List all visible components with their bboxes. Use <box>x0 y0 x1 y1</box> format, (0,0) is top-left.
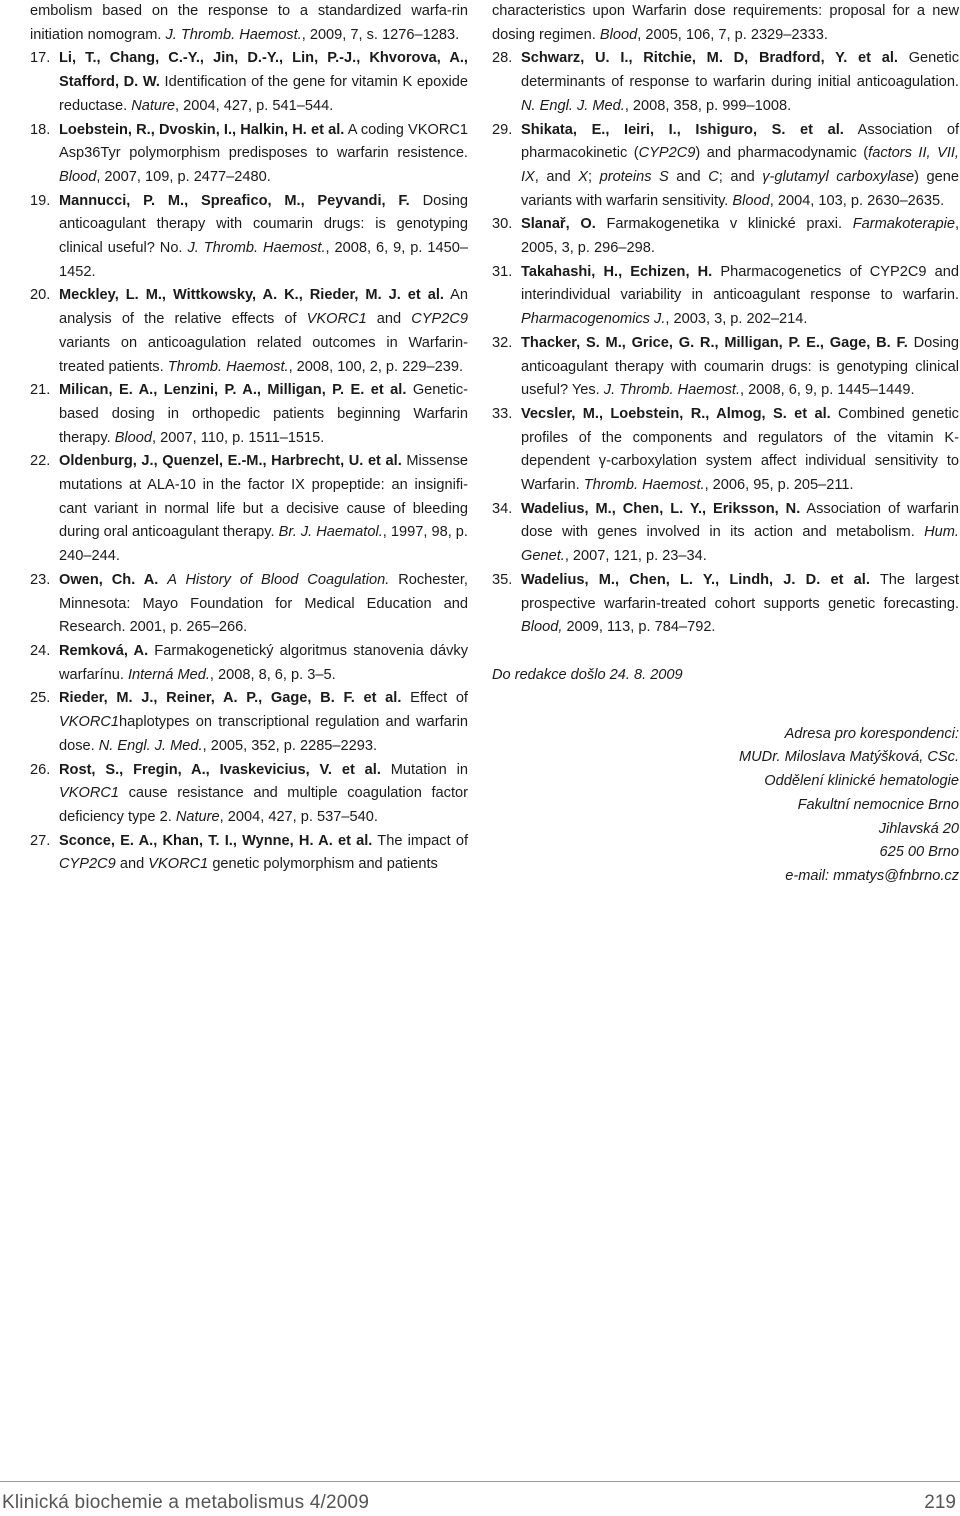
footer-page-number: 219 <box>924 1492 956 1513</box>
address-email: e-mail: mmatys@fnbrno.cz <box>785 867 959 884</box>
reference-number: 17. <box>30 50 51 67</box>
reference-number: 25. <box>30 690 51 707</box>
reference-authors: Wadelius, M., Chen, L. Y., Eriksson, N. <box>521 500 801 517</box>
reference-text: , 2008, 6, 9, p. 1445–1449. <box>740 382 915 399</box>
reference-text: , 2007, 110, p. 1511–1515. <box>152 429 325 446</box>
reference-text: , 2004, 103, p. 2630–2635. <box>769 192 945 209</box>
reference-entry <box>30 830 468 877</box>
reference-entry <box>30 190 468 285</box>
reference-text: , 2008, 100, 2, p. 229–239. <box>288 358 464 375</box>
reference-authors: Remková, A. <box>59 642 149 659</box>
reference-number: 27. <box>30 832 51 849</box>
reference-entry <box>492 569 959 640</box>
reference-authors: Oldenburg, J., Quenzel, E.-M., Harbrecht, U. et al. <box>59 453 402 470</box>
reference-italic-text: Blood <box>732 192 770 209</box>
reference-entry <box>30 0 468 47</box>
address-line: Adresa pro korespondenci: <box>784 725 959 742</box>
reference-text: Pharmacogenetics of CYP2C9 and interindividual variability in anticoagulant response to warfarin. <box>521 263 959 304</box>
reference-authors: Loebstein, R., Dvoskin, I., Halkin, H. et al. <box>59 121 345 138</box>
reference-text: embolism based on the response to a standardized warfa-rin initiation nomogram. <box>30 3 468 43</box>
reference-text: and <box>115 856 149 873</box>
reference-authors: Mannucci, P. M., Spreafico, M., Peyvandi, F. <box>59 192 410 209</box>
reference-entry <box>492 261 959 332</box>
reference-authors: Sconce, E. A., Khan, T. I., Wynne, H. A. et al. <box>59 832 373 849</box>
reference-text: , 2008, 6, 9, p. 1450–1452. <box>59 240 468 280</box>
reference-text: Identification of the gene for vitamin K epoxide reductase. <box>59 74 468 114</box>
reference-number: 35. <box>492 571 513 588</box>
reference-text: , 2005, 3, p. 296–298. <box>521 216 960 257</box>
reference-text: and <box>668 168 709 185</box>
reference-italic-text: VKORC1 <box>306 311 367 328</box>
reference-italic-text: VKORC1 <box>59 714 120 731</box>
reference-text: An analysis of the relative effects of <box>59 287 469 328</box>
reference-italic-text: Thromb. Haemost. <box>167 358 289 375</box>
reference-text: Genetic determinants of response to warfarin during initial anticoagulation. <box>521 50 959 91</box>
reference-italic-text: Br. J. Haematol. <box>278 524 383 541</box>
address-line: Oddělení klinické hematologie <box>764 773 959 790</box>
address-line: Fakultní nemocnice Brno <box>797 796 959 813</box>
reference-authors: Thacker, S. M., Grice, G. R., Milligan, P. E., Gage, B. F. <box>521 334 908 351</box>
reference-text: Dosing anticoagulant therapy with coumarin drugs: is genotyping clinical useful? Yes. <box>521 334 959 399</box>
reference-text: The largest prospective warfarin-treated cohort supports genetic forecasting. <box>521 571 959 612</box>
reference-italic-text: CYP2C9 <box>638 145 696 162</box>
reference-italic-text: C <box>708 168 719 185</box>
reference-text: , 2004, 427, p. 537–540. <box>219 808 378 825</box>
reference-number: 19. <box>30 192 51 209</box>
reference-entry <box>492 119 959 214</box>
reference-text: Rochester, Minnesota: Mayo Foundation for Medical Education and Research. 2001, p. 265–266. <box>59 571 468 636</box>
reference-text: Farmakogenetický algoritmus stanovenia dávky warfarínu. <box>59 642 468 683</box>
reference-text: The impact of <box>372 832 469 849</box>
reference-italic-text: Pharmacogenomics J. <box>521 311 666 328</box>
reference-authors: Slanař, O. <box>521 216 596 233</box>
reference-authors: Schwarz, U. I., Ritchie, M. D, Bradford, Y. et al. <box>521 50 898 67</box>
reference-entry <box>492 498 959 569</box>
reference-text: and <box>366 311 412 328</box>
reference-text: genetic polymorphism and patients <box>208 856 438 873</box>
reference-italic-text: VKORC1 <box>148 856 209 873</box>
reference-text: A coding VKORC1 Asp36Tyr polymorphism predisposes to warfarin resistence. <box>59 121 468 162</box>
reference-text: haplotypes on transcriptional regulation and warfarin dose. <box>59 714 468 754</box>
reference-text: characteristics upon Warfarin dose requirements: proposal for a new dosing regimen. <box>492 3 959 43</box>
reference-italic-text: factors II, VII, IX <box>521 145 959 185</box>
reference-number: 20. <box>30 287 51 304</box>
reference-number: 31. <box>492 263 513 280</box>
reference-authors: Wadelius, M., Chen, L. Y., Lindh, J. D. et al. <box>521 571 870 588</box>
reference-number: 29. <box>492 121 513 138</box>
reference-text: cause resistance and multiple coagulation factor deficiency type 2. <box>59 785 468 825</box>
reference-italic-text: proteins S <box>599 168 669 185</box>
reference-italic-text: J. Thromb. Haemost. <box>187 240 326 257</box>
reference-italic-text: Blood <box>599 26 638 43</box>
reference-authors: Rieder, M. J., Reiner, A. P., Gage, B. F. et al. <box>59 690 402 707</box>
reference-text: , 2003, 3, p. 202–214. <box>665 311 808 328</box>
reference-text: , 2005, 352, p. 2285–2293. <box>202 737 378 754</box>
reference-text: ; <box>588 168 600 185</box>
reference-italic-text: CYP2C9 <box>59 856 116 873</box>
reference-entry <box>30 379 468 450</box>
reference-number: 33. <box>492 405 513 422</box>
reference-number: 23. <box>30 571 51 588</box>
reference-authors: S. et al. <box>757 121 844 138</box>
reference-text: , 2007, 121, p. 23–34. <box>564 548 707 565</box>
reference-authors: Li, T., Chang, C.-Y., Jin, D.-Y., Lin, P.-J., Khvorova, A., Stafford, D. W. <box>59 50 468 91</box>
reference-text: ) gene variants with warfarin sensitivity. <box>521 168 959 209</box>
received-date: Do redakce došlo 24. 8. 2009 <box>492 666 683 683</box>
reference-text: Combined genetic profiles of the components and regulators of the vitamin K-dependent γ-carboxylation system affect individual sensitivity to Warfarin. <box>521 405 959 494</box>
reference-authors: Milican, E. A., Lenzini, P. A., Milligan, P. E. et al. <box>59 382 407 399</box>
reference-text: , 2009, 7, s. 1276–1283. <box>301 26 460 43</box>
reference-number: 21. <box>30 382 51 399</box>
reference-italic-text: N. Engl. J. Med. <box>98 737 203 754</box>
reference-text: , 2008, 358, p. 999–1008. <box>624 97 792 114</box>
address-line: MUDr. Miloslava Matýšková, CSc. <box>738 749 959 766</box>
reference-text: ; and <box>718 168 763 185</box>
reference-entry <box>30 284 468 379</box>
reference-text: Mutation in <box>380 761 468 778</box>
reference-text: 2009, 113, p. 784–792. <box>562 619 716 636</box>
reference-entry <box>30 687 468 758</box>
reference-text: Genetic-based dosing in orthopedic patients beginning Warfarin therapy. <box>59 382 468 446</box>
reference-text: Effect of <box>401 690 468 707</box>
reference-authors: Owen, Ch. A. <box>59 571 159 588</box>
reference-italic-text: CYP2C9 <box>411 311 468 328</box>
reference-authors: Meckley, L. M., Wittkowsky, A. K., Rieder, M. J. et al. <box>59 287 444 304</box>
reference-authors: Vecsler, M., Loebstein, R., Almog, S. et al. <box>521 405 831 422</box>
reference-entry <box>492 0 959 47</box>
reference-italic-text: Blood, <box>521 619 563 636</box>
reference-text: Farmakogenetika v klinické praxi. <box>595 216 853 233</box>
reference-text: Association of warfarin dose with genes involved in its action and metabolism. <box>521 500 959 541</box>
reference-number: 22. <box>30 453 51 470</box>
reference-authors: Rost, S., Fregin, A., Ivaskevicius, V. et al. <box>59 761 381 778</box>
footer-journal-name: Klinická biochemie a metabolismus 4/2009 <box>2 1492 370 1513</box>
reference-text: variants on anticoagulation related outcomes in Warfarin-treated patients. <box>59 334 468 375</box>
reference-italic-text: Nature <box>131 97 176 114</box>
reference-text: ) and pharmacodynamic ( <box>695 145 869 162</box>
reference-text: , 2007, 109, p. 2477–2480. <box>96 168 271 185</box>
reference-entry <box>492 213 959 260</box>
reference-number: 34. <box>492 500 513 517</box>
reference-entry <box>30 450 468 569</box>
reference-italic-text: Blood <box>59 168 97 185</box>
reference-entry <box>30 119 468 190</box>
reference-entry <box>30 640 468 687</box>
reference-italic-text: Interná Med. <box>127 666 210 683</box>
reference-entry <box>30 759 468 830</box>
reference-entry <box>492 47 959 118</box>
reference-text: Association of pharmacokinetic ( <box>521 121 960 162</box>
reference-text: , 2008, 8, 6, p. 3–5. <box>209 666 336 683</box>
reference-entry <box>492 332 959 403</box>
reference-entry <box>30 569 468 640</box>
correspondence-address <box>492 723 959 889</box>
reference-italic-text: VKORC1 <box>59 785 120 802</box>
address-line: Jihlavská 20 <box>878 820 959 837</box>
address-line: 625 00 Brno <box>879 844 959 861</box>
reference-text: , 2004, 427, p. 541–544. <box>175 97 334 114</box>
reference-italic-text: J. Thromb. Haemost. <box>603 382 741 399</box>
reference-text: Dosing anticoagulant therapy with coumarin drugs: is genotyping clinical useful? No. <box>59 192 468 257</box>
reference-italic-text: Blood <box>114 429 153 446</box>
reference-authors: Shikata, E., Ieiri, I., Ishiguro, <box>521 121 758 138</box>
reference-italic-text: A History of Blood Coagulation. <box>167 571 390 588</box>
reference-text: , 2006, 95, p. 205–211. <box>704 477 854 494</box>
reference-italic-text: Farmakoterapie <box>852 216 955 233</box>
reference-italic-text: Thromb. Haemost. <box>583 477 705 494</box>
reference-italic-text: γ-glutamyl carboxylase <box>762 168 915 185</box>
reference-text: , and <box>534 168 579 185</box>
reference-number: 26. <box>30 761 51 778</box>
footer-divider <box>0 1481 960 1482</box>
reference-text <box>158 572 167 588</box>
reference-text: , 2005, 106, 7, p. 2329–2333. <box>637 26 828 43</box>
reference-italic-text: N. Engl. J. Med. <box>521 97 625 114</box>
reference-entry <box>30 47 468 118</box>
reference-number: 30. <box>492 216 513 233</box>
reference-text: , 1997, 98, p. 240–244. <box>59 524 468 565</box>
reference-number: 28. <box>492 50 513 67</box>
reference-number: 18. <box>30 121 51 138</box>
reference-italic-text: Nature <box>175 808 220 825</box>
right-column <box>492 0 959 889</box>
reference-number: 32. <box>492 334 513 351</box>
reference-text: Missense mutations at ALA-10 in the factor IX propeptide: an insignifi-cant variant in normal life but a decisive cause of bleeding during oral anticoagulant therapy. <box>59 453 468 541</box>
left-reference-column <box>30 0 468 877</box>
reference-entry <box>492 403 959 498</box>
reference-number: 24. <box>30 642 51 659</box>
reference-italic-text: X <box>578 168 588 185</box>
reference-italic-text: Hum. Genet. <box>521 524 959 565</box>
reference-italic-text: J. Thromb. Haemost. <box>165 26 302 43</box>
reference-authors: Takahashi, H., Echizen, H. <box>521 263 713 280</box>
right-reference-list <box>492 0 959 640</box>
